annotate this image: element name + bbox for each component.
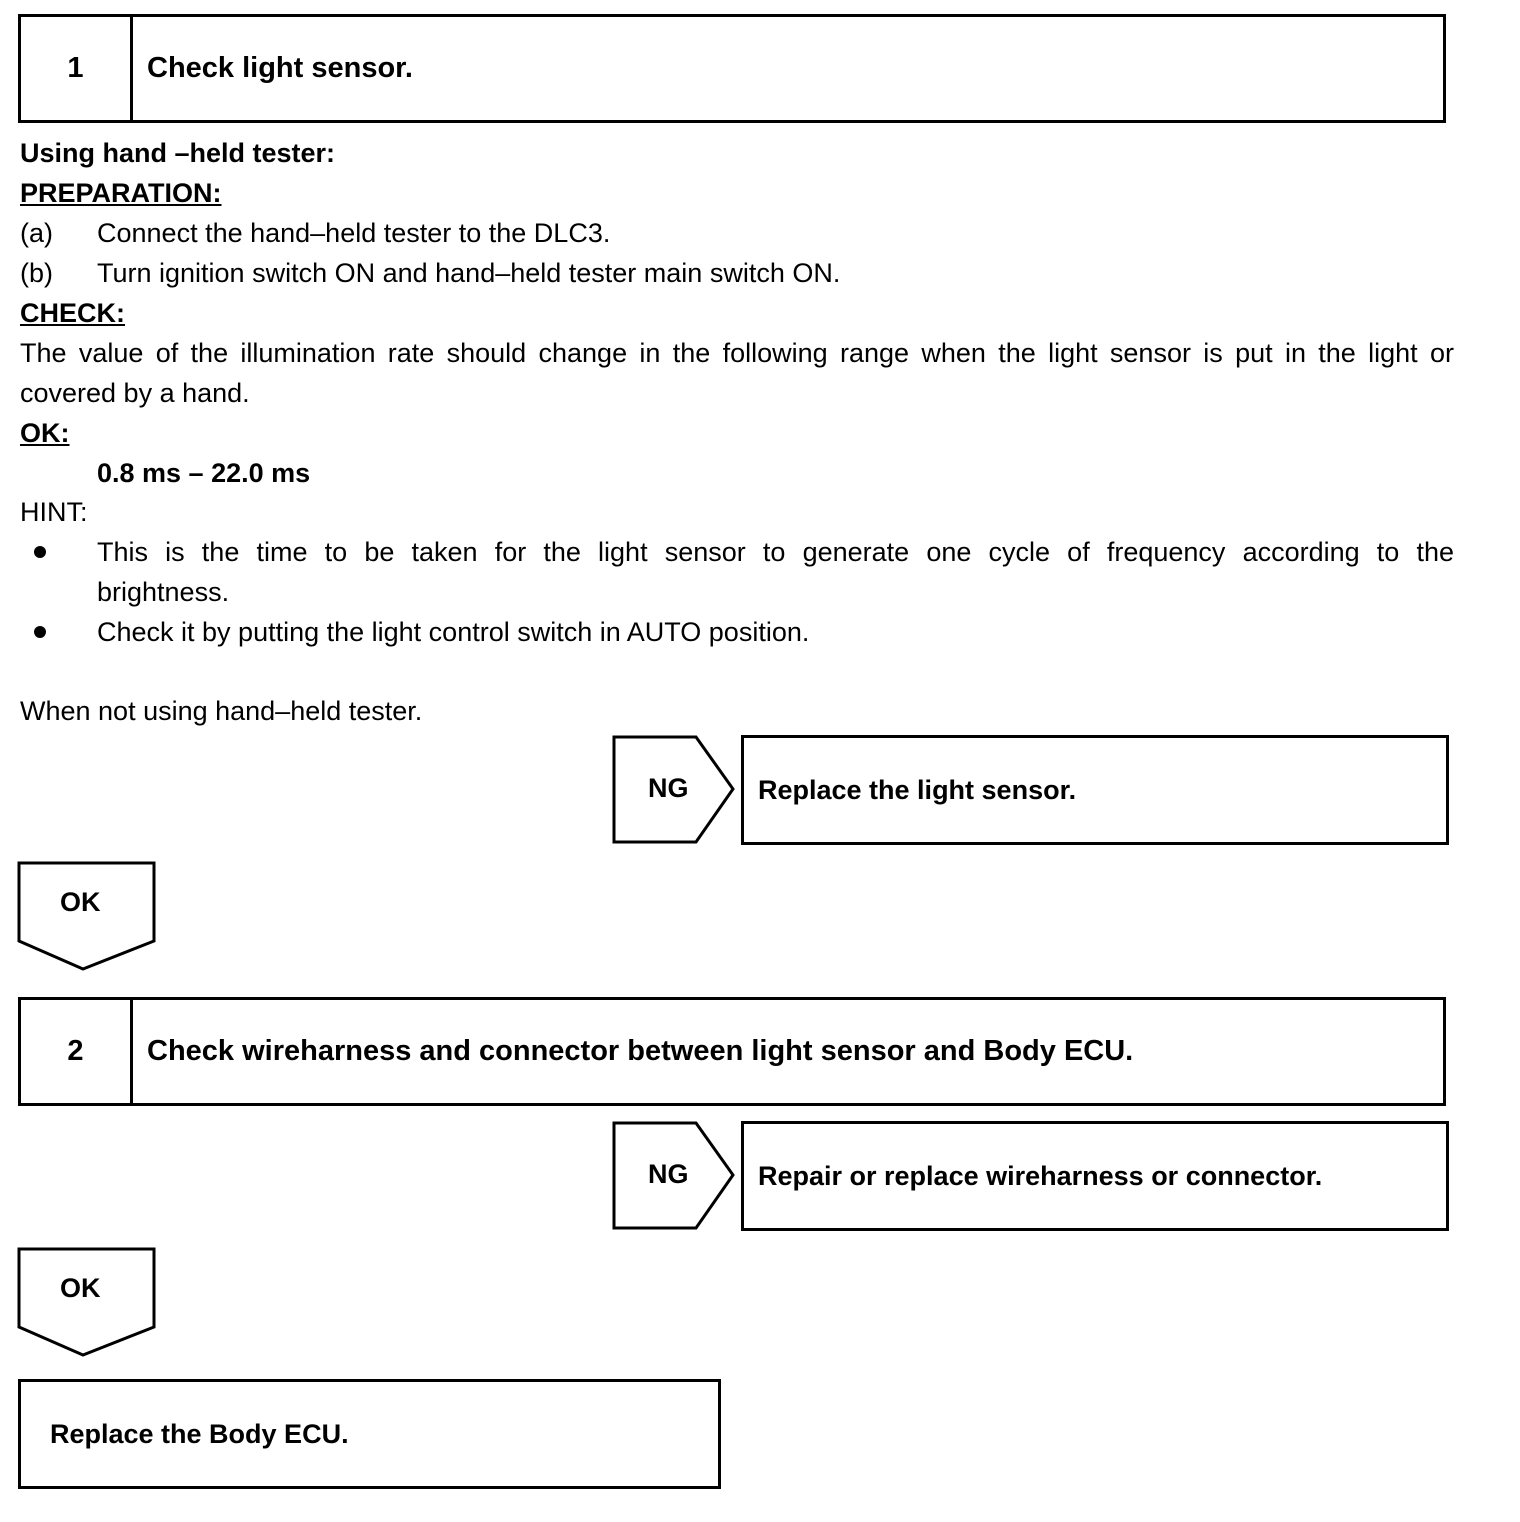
final-result-text: Replace the Body ECU.: [50, 1418, 349, 1449]
prep-a-text: Connect the hand–held tester to the DLC3.: [97, 218, 611, 248]
step-1-number: 1: [21, 17, 133, 120]
not-using-tester-text: When not using hand–held tester.: [20, 696, 423, 726]
step-2-header: [18, 997, 1446, 1106]
final-result-box: [18, 1379, 721, 1489]
bullet-icon: [34, 626, 46, 638]
bullet-icon: [34, 546, 46, 558]
ng-1-result-box: [741, 735, 1449, 845]
ok-1-tag: OK: [60, 887, 101, 917]
prep-b-marker: (b): [20, 258, 53, 288]
hint-label: HINT:: [20, 497, 88, 527]
step-1-header: [18, 14, 1446, 123]
hint-1-line2: brightness.: [97, 577, 230, 607]
hint-2: Check it by putting the light control switch in AUTO position.: [97, 617, 810, 647]
hint-1-line1: This is the time to be taken for the light sensor to generate one cycle of frequency according to the: [97, 537, 1454, 567]
ok-label: OK:: [20, 418, 70, 448]
step-1-title: Check light sensor.: [147, 52, 413, 84]
ok-value: 0.8 ms – 22.0 ms: [97, 458, 311, 488]
step-2-number: 2: [21, 1000, 133, 1103]
ng-1-result-text: Replace the light sensor.: [758, 774, 1077, 805]
preparation-label: PREPARATION:: [20, 178, 222, 208]
check-text: The value of the illumination rate should change in the following range when the light sensor is put in the light or covered by a hand.: [20, 338, 1454, 408]
ng-1-tag: NG: [648, 773, 689, 803]
ng-2-result-box: [741, 1121, 1449, 1231]
using-tester-heading: Using hand –held tester:: [20, 138, 336, 168]
ng-2-result-text: Repair or replace wireharness or connector.: [758, 1160, 1323, 1191]
step-2-title: Check wireharness and connector between light sensor and Body ECU.: [147, 1035, 1134, 1067]
prep-a-marker: (a): [20, 218, 53, 248]
check-label: CHECK:: [20, 298, 125, 328]
prep-b-text: Turn ignition switch ON and hand–held tester main switch ON.: [97, 258, 841, 288]
ng-2-tag: NG: [648, 1159, 689, 1189]
ok-2-tag: OK: [60, 1273, 101, 1303]
